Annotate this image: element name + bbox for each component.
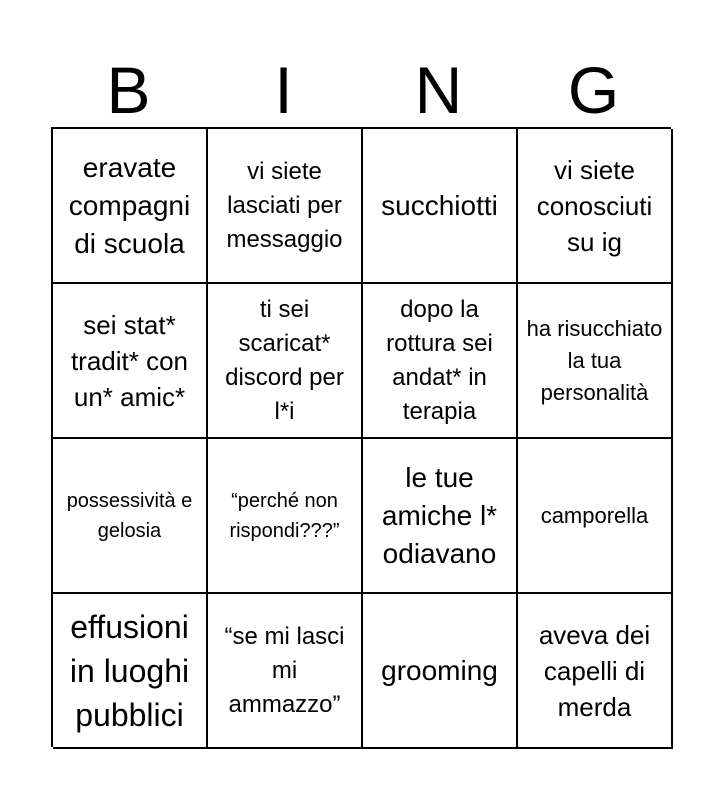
bingo-cell-2-1[interactable] bbox=[53, 284, 208, 439]
header-letter-n: N bbox=[414, 53, 463, 127]
bingo-cell-2-4[interactable] bbox=[518, 284, 673, 439]
bingo-cell-3-4[interactable] bbox=[518, 439, 673, 594]
cell-text: “se mi lasci mi ammazzo” bbox=[224, 622, 345, 718]
header-letter-i: I bbox=[274, 53, 293, 127]
bingo-cell-1-1[interactable] bbox=[53, 129, 208, 284]
bingo-cell-1-2[interactable] bbox=[208, 129, 363, 284]
header-letter-g: G bbox=[567, 53, 620, 127]
bingo-cell-2-3[interactable] bbox=[363, 284, 518, 439]
bingo-cell-3-2[interactable] bbox=[208, 439, 363, 594]
header-letter-b: B bbox=[106, 53, 151, 127]
bingo-cell-2-2[interactable] bbox=[208, 284, 363, 439]
cell-text: le tue amiche l* odiavano bbox=[381, 461, 498, 569]
cell-text: effusioni in luoghi pubblici bbox=[69, 608, 190, 733]
cell-text: ti sei scaricat* discord per l*i bbox=[225, 295, 344, 425]
cell-text: dopo la rottura sei andat* in terapia bbox=[386, 295, 493, 425]
cell-text: grooming bbox=[381, 654, 498, 686]
bingo-cell-3-3[interactable] bbox=[363, 439, 518, 594]
bingo-cell-4-3[interactable] bbox=[363, 594, 518, 749]
cell-text: aveva dei capelli di merda bbox=[538, 619, 651, 722]
bingo-cell-1-3[interactable] bbox=[363, 129, 518, 284]
bingo-header bbox=[51, 52, 671, 128]
bingo-grid bbox=[51, 127, 671, 747]
cell-text: vi siete conosciuti su ig bbox=[536, 154, 653, 257]
bingo-cell-1-4[interactable] bbox=[518, 129, 673, 284]
cell-text: vi siete lasciati per messaggio bbox=[226, 157, 343, 253]
cell-text: sei stat* tradit* con un* amic* bbox=[70, 309, 189, 412]
bingo-cell-4-4[interactable] bbox=[518, 594, 673, 749]
cell-text: possessività e gelosia bbox=[66, 489, 193, 542]
bingo-cell-4-1[interactable] bbox=[53, 594, 208, 749]
bingo-cell-4-2[interactable] bbox=[208, 594, 363, 749]
cell-text: camporella bbox=[540, 502, 649, 528]
cell-text: eravate compagni di scuola bbox=[68, 151, 191, 259]
cell-text: “perché non rispondi???” bbox=[229, 489, 340, 542]
bingo-cell-3-1[interactable] bbox=[53, 439, 208, 594]
cell-text: ha risucchiato la tua personalità bbox=[526, 315, 663, 405]
cell-text: succhiotti bbox=[381, 189, 498, 221]
